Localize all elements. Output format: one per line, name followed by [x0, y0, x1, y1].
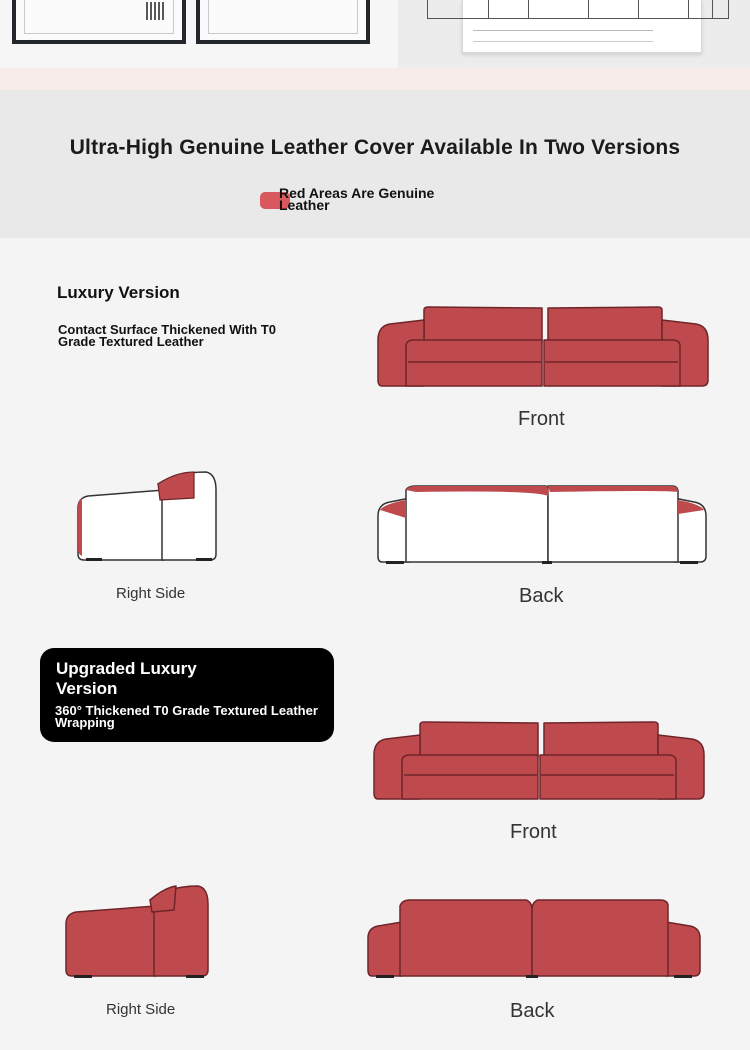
test-report-panel — [398, 0, 750, 68]
luxury-side-caption: Right Side — [116, 585, 186, 602]
upgraded-side-sofa-image — [64, 884, 210, 980]
upgraded-version-subtitle: 360° Thickened T0 Grade Textured Leather Wrapping — [55, 703, 318, 730]
upgraded-front-caption: Front — [510, 821, 557, 843]
banner-title: Ultra-High Genuine Leather Cover Available In Two Versions — [69, 136, 681, 159]
test-report-document — [462, 0, 702, 53]
banner — [0, 90, 750, 238]
upgraded-side-caption: Right Side — [106, 1001, 176, 1018]
legend-text: Red Areas Are Genuine Leather — [279, 185, 435, 213]
upgraded-back-caption: Back — [510, 1000, 555, 1022]
upgraded-front-sofa-image — [372, 721, 706, 801]
upgraded-version-title: Upgraded Luxury Version — [56, 659, 197, 698]
luxury-front-caption: Front — [518, 408, 565, 430]
certificate-frame-2 — [196, 0, 370, 44]
certificate-strip — [0, 0, 750, 90]
upgraded-back-sofa-image — [366, 898, 702, 980]
luxury-front-sofa-image — [376, 306, 710, 388]
luxury-back-sofa-image — [376, 484, 708, 564]
luxury-side-sofa-image — [76, 470, 218, 562]
certificate-panel — [0, 0, 398, 68]
certificate-frame-1 — [12, 0, 186, 44]
luxury-version-title: Luxury Version — [57, 283, 180, 302]
qr-code-icon — [146, 2, 164, 20]
luxury-version-subtitle: Contact Surface Thickened With T0 Grade Textured Leather — [58, 322, 277, 349]
luxury-back-caption: Back — [519, 585, 564, 607]
